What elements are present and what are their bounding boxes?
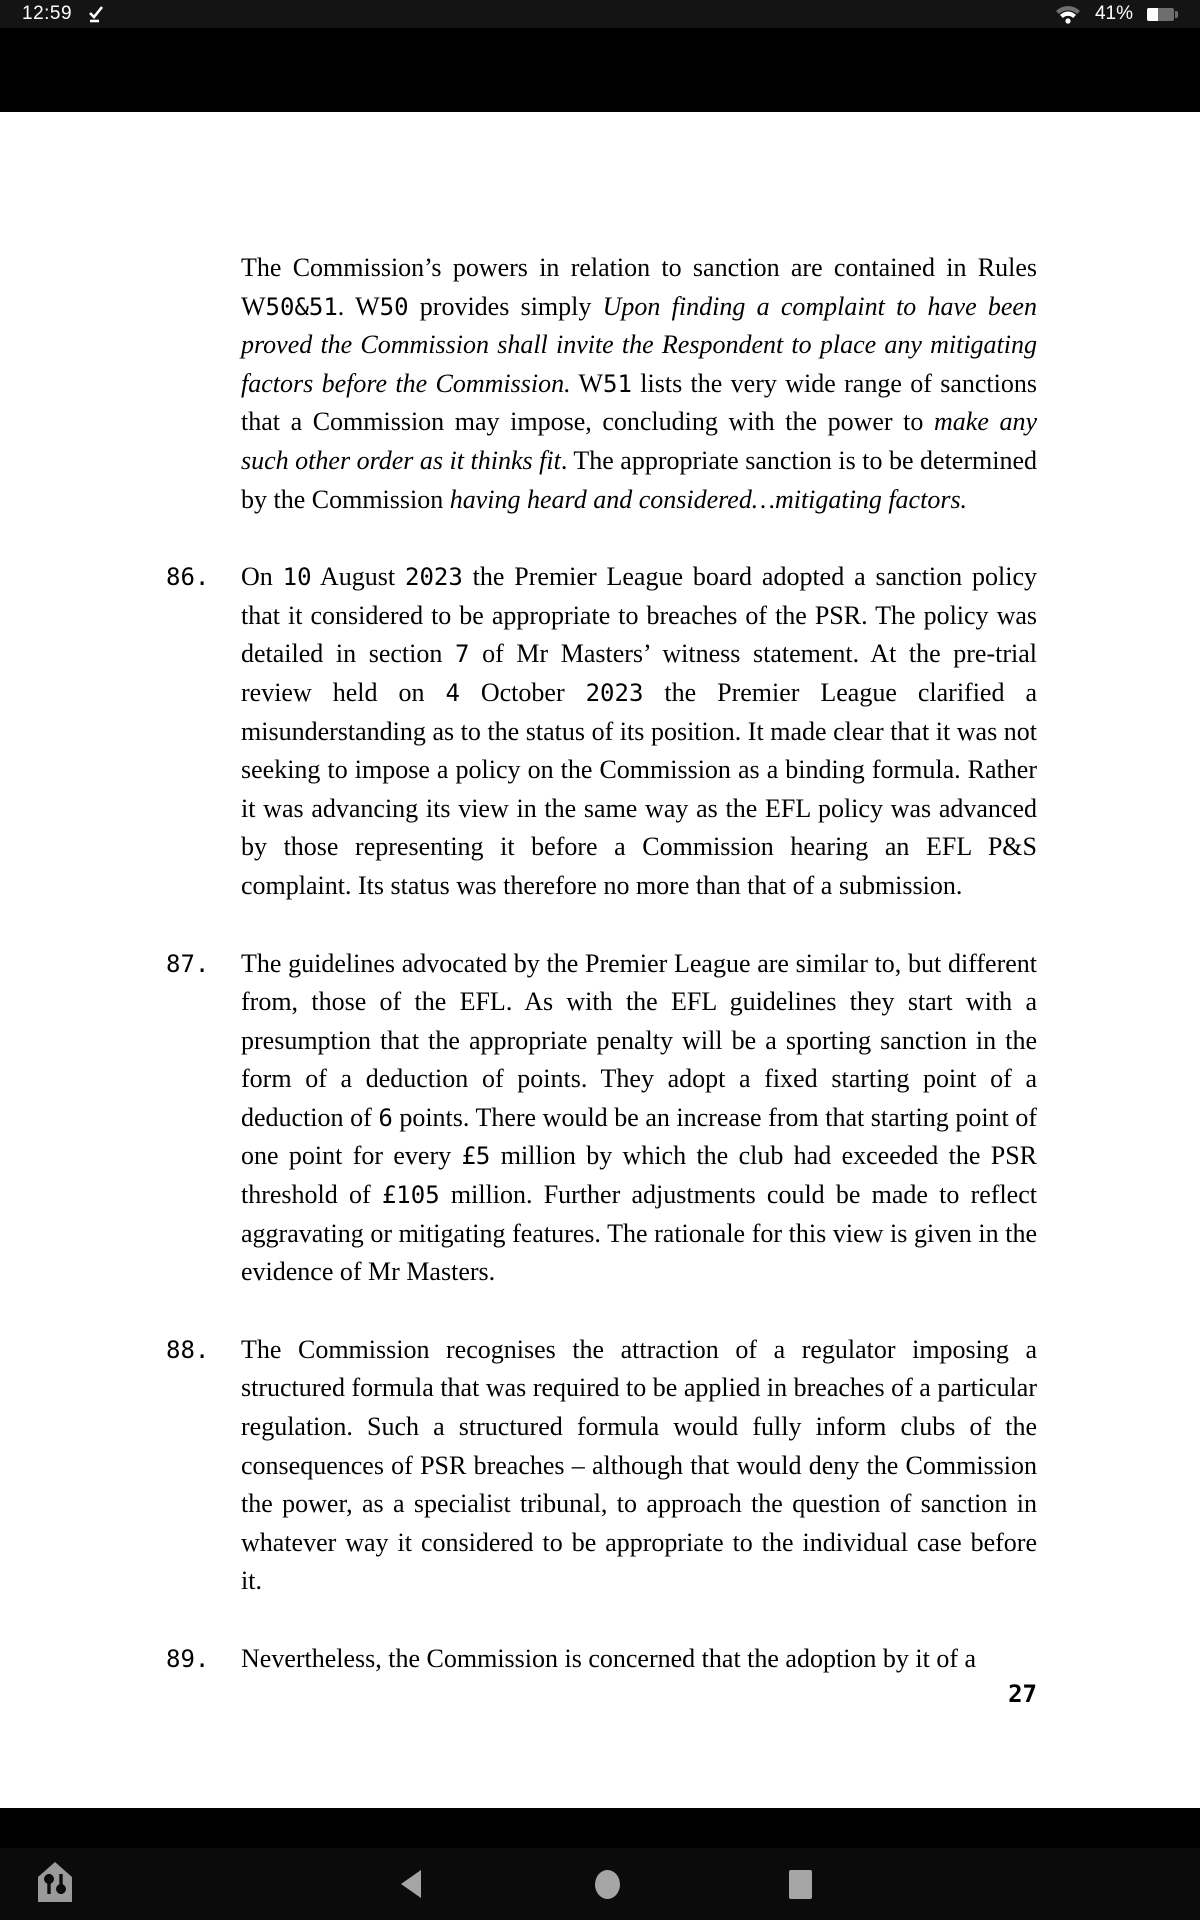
document-page[interactable] xyxy=(0,112,1200,1808)
paragraph-number: 87. xyxy=(166,949,210,978)
paragraph xyxy=(166,558,1037,905)
nav-pinned-app-button[interactable] xyxy=(19,1848,91,1920)
text-segment: . W xyxy=(337,291,380,321)
nav-bar xyxy=(0,1848,1200,1920)
status-bar xyxy=(0,0,1200,28)
paragraph-number: 86. xyxy=(166,563,210,592)
text-segment: The Commission’s powers in relation to sanction are contained in Rules W xyxy=(241,253,1037,321)
paragraph xyxy=(166,1640,1037,1679)
paragraph xyxy=(166,249,1037,519)
paragraph-text xyxy=(241,558,1037,905)
text-segment: 50&51 xyxy=(265,292,338,321)
paragraph-text xyxy=(241,1640,1037,1679)
text-segment: 2023 xyxy=(585,678,644,707)
nav-recents-button[interactable] xyxy=(764,1848,836,1920)
paragraph-number xyxy=(166,249,241,519)
status-bar-left xyxy=(22,3,106,25)
app-toolbar-band xyxy=(0,28,1200,112)
text-segment: million. Further adjustments could be made to reflect aggravating or mitigating features. The rationale for this view is given in the evidence of Mr Masters. xyxy=(241,1180,1037,1287)
text-segment: 6 xyxy=(378,1103,393,1132)
text-segment: Upon finding a complaint to have been proved the Commission shall invite the Respondent to place any mitigating factors before the Commission. xyxy=(241,291,1037,398)
status-bar-right xyxy=(1055,3,1178,25)
paragraph-text xyxy=(241,249,1037,519)
text-segment: Nevertheless, the Commission is concerned that the adoption by it of a xyxy=(241,1644,977,1673)
text-segment: 7 xyxy=(455,640,470,669)
text-segment: October xyxy=(459,677,586,707)
text-segment: 51 xyxy=(603,369,632,398)
page-number: 27 xyxy=(1008,1680,1037,1708)
back-icon xyxy=(401,1870,421,1898)
text-segment: 50 xyxy=(379,292,409,321)
document-paragraphs xyxy=(0,112,1200,1679)
download-complete-icon xyxy=(86,4,106,24)
recents-icon xyxy=(789,1870,812,1899)
text-segment: make any such other order as it thinks fit xyxy=(241,407,1037,475)
house-sliders-icon xyxy=(35,1860,75,1909)
nav-back-button[interactable] xyxy=(375,1848,447,1920)
text-segment: the Premier League board adopted a sanction policy that it considered to be appropriate to breaches of the PSR. The policy was detailed in section xyxy=(241,562,1038,669)
text-segment: £105 xyxy=(381,1181,440,1210)
battery-fill xyxy=(1147,8,1158,21)
clock: 12:59 xyxy=(22,3,73,24)
text-segment: 10 xyxy=(282,563,312,592)
text-segment: of Mr Masters’ witness statement. At the pre-trial review held on xyxy=(241,639,1037,707)
text-segment: provides simply xyxy=(408,291,603,321)
text-segment: 4 xyxy=(445,678,460,707)
text-segment: . The appropriate sanction is to be determined by the Commission xyxy=(241,445,1037,514)
home-icon xyxy=(595,1870,620,1899)
paragraph-number: 88. xyxy=(166,1335,210,1364)
text-segment: million by which the club had exceeded the PSR threshold of xyxy=(241,1141,1038,1210)
text-segment: having heard and considered…mitigating factors. xyxy=(449,484,968,514)
text-segment: the Premier League clarified a misunderstanding as to the status of its position. It made clear that it was not seeking to impose a policy on the Commission as a binding formula. Rather it was advancing its view in the same way as the EFL policy was advanced by those representing it before a Commission hearing an EFL P&S complaint. Its status was therefore no more than that of a submission. xyxy=(241,677,1037,900)
text-segment: The Commission recognises the attraction of a regulator imposing a structured formula that was required to be applied in breaches of a particular regulation. Such a structured formula would fully inform clubs of the consequences of PSR breaches – although that would deny the Commission the power, as a specialist tribunal, to approach the question of sanction in whatever way it considered to be appropriate to the individual case before it. xyxy=(241,1334,1037,1596)
paragraph xyxy=(166,1331,1037,1601)
text-segment: W xyxy=(570,368,604,398)
battery-percent: 41% xyxy=(1094,3,1133,24)
nav-home-button[interactable] xyxy=(571,1848,643,1920)
paragraph-text xyxy=(241,1331,1037,1601)
wifi-icon xyxy=(1055,4,1081,24)
nav-gap xyxy=(0,1808,1200,1848)
text-segment: The guidelines advocated by the Premier League are similar to, but different from, those of the EFL. As with the EFL guidelines they start with a presumption that the appropriate penalty will be a sporting sanction in the form of a deduction of points. They adopt a fixed starting point of a deduction of xyxy=(241,948,1037,1132)
paragraph-text xyxy=(241,945,1037,1292)
text-segment: On xyxy=(241,562,283,592)
battery-icon xyxy=(1147,8,1178,21)
paragraph-number: 89. xyxy=(166,1645,210,1673)
text-segment: August xyxy=(311,562,405,592)
text-segment: £5 xyxy=(461,1142,491,1171)
text-segment: 2023 xyxy=(405,563,463,592)
text-segment: points. There would be an increase from that starting point of one point for every xyxy=(241,1102,1038,1171)
text-segment: lists the very wide range of sanctions that a Commission may impose, concluding with the power to xyxy=(241,368,1037,437)
paragraph xyxy=(166,945,1037,1292)
